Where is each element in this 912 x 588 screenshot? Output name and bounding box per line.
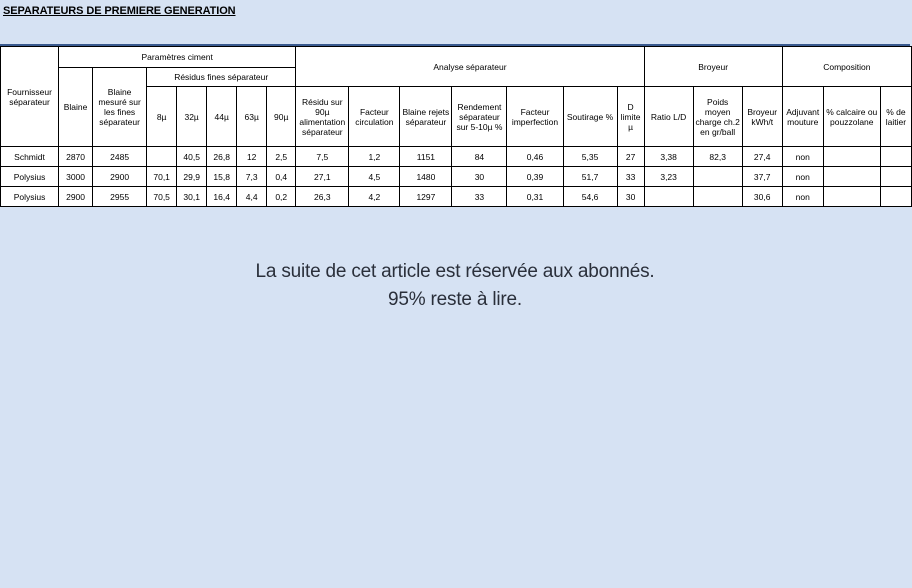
table-cell (823, 167, 880, 187)
table-cell: 2870 (59, 147, 93, 167)
table-cell: 0,31 (507, 187, 563, 207)
table-cell: 2485 (93, 147, 147, 167)
col-d-limite: D limite µ (617, 87, 644, 147)
table-viewport (0, 46, 910, 202)
table-cell: 5,35 (563, 147, 617, 167)
table-cell: 27,4 (742, 147, 782, 167)
table-cell (823, 187, 880, 207)
table-cell: 4,4 (237, 187, 267, 207)
table-cell: 70,5 (147, 187, 177, 207)
table-cell: 15,8 (207, 167, 237, 187)
table-cell: 82,3 (693, 147, 742, 167)
table-cell: 2900 (93, 167, 147, 187)
col-residu-90: 90µ (267, 87, 296, 147)
table-cell (880, 167, 911, 187)
col-facteur-imperfection: Facteur imperfection (507, 87, 563, 147)
col-soutirage: Soutirage % (563, 87, 617, 147)
table-cell (880, 147, 911, 167)
table-cell: 4,2 (349, 187, 400, 207)
table-cell: 54,6 (563, 187, 617, 207)
table-cell: Polysius (1, 187, 59, 207)
col-calcaire: % calcaire ou pouzzolane (823, 87, 880, 147)
table-cell: 2900 (59, 187, 93, 207)
table-cell: non (782, 187, 823, 207)
table-cell: 2,5 (267, 147, 296, 167)
table-cell: 27 (617, 147, 644, 167)
table-cell: 1297 (400, 187, 452, 207)
table-cell (693, 187, 742, 207)
col-blaine-fines: Blaine mesuré sur les fines séparateur (93, 68, 147, 147)
header-broyeur: Broyeur (644, 47, 782, 87)
header-composition: Composition (782, 47, 911, 87)
table-cell: 26,8 (207, 147, 237, 167)
table-row (1, 187, 912, 207)
header-parametres-ciment: Paramètres ciment (59, 47, 296, 68)
col-ratio-ld: Ratio L/D (644, 87, 693, 147)
col-facteur-circulation: Facteur circulation (349, 87, 400, 147)
table-row (1, 167, 912, 187)
paywall-message (0, 258, 910, 314)
table-row (1, 147, 912, 167)
col-adjuvant: Adjuvant mouture (782, 87, 823, 147)
col-residu-8: 8µ (147, 87, 177, 147)
paywall-line-2: 95% reste à lire. (388, 289, 522, 310)
table-cell: non (782, 147, 823, 167)
table-cell: Schmidt (1, 147, 59, 167)
table-cell: 40,5 (177, 147, 207, 167)
table-cell: 37,7 (742, 167, 782, 187)
col-residu-44: 44µ (207, 87, 237, 147)
table-cell: 0,46 (507, 147, 563, 167)
table-cell: 26,3 (296, 187, 349, 207)
header-analyse-separateur: Analyse séparateur (296, 47, 644, 87)
table-cell: 3000 (59, 167, 93, 187)
table-cell: 1,2 (349, 147, 400, 167)
table-cell: 84 (452, 147, 507, 167)
table-cell: 0,4 (267, 167, 296, 187)
separator-table (0, 46, 912, 207)
col-rendement: Rendement séparateur sur 5-10µ % (452, 87, 507, 147)
table-cell: 16,4 (207, 187, 237, 207)
table-cell (644, 187, 693, 207)
table-cell (693, 167, 742, 187)
table-cell: 30,6 (742, 187, 782, 207)
table-cell (823, 147, 880, 167)
col-poids-charge: Poids moyen charge ch.2 en gr/ball (693, 87, 742, 147)
table-cell: Polysius (1, 167, 59, 187)
col-laitier: % de laitier (880, 87, 911, 147)
col-blaine-rejets: Blaine rejets séparateur (400, 87, 452, 147)
table-cell: 1151 (400, 147, 452, 167)
table-cell: 0,2 (267, 187, 296, 207)
table-cell: 30 (617, 187, 644, 207)
header-fournisseur: Fournisseur séparateur (1, 47, 59, 147)
table-cell: 70,1 (147, 167, 177, 187)
table-cell: 29,9 (177, 167, 207, 187)
table-cell: 30 (452, 167, 507, 187)
table-cell: 33 (617, 167, 644, 187)
col-residu-alimentation: Résidu sur 90µ alimentation séparateur (296, 87, 349, 147)
table-cell: 1480 (400, 167, 452, 187)
table-cell: non (782, 167, 823, 187)
col-broyeur-kwh: Broyeur kWh/t (742, 87, 782, 147)
table-cell: 7,5 (296, 147, 349, 167)
table-cell: 12 (237, 147, 267, 167)
table-cell: 3,23 (644, 167, 693, 187)
table-cell: 3,38 (644, 147, 693, 167)
table-cell (880, 187, 911, 207)
table-cell: 33 (452, 187, 507, 207)
table-cell: 51,7 (563, 167, 617, 187)
header-residus-fines: Résidus fines séparateur (147, 68, 296, 87)
col-residu-63: 63µ (237, 87, 267, 147)
document-title: SEPARATEURS DE PREMIERE GENERATION (3, 5, 236, 17)
table-cell: 30,1 (177, 187, 207, 207)
table-body (1, 147, 912, 207)
col-blaine: Blaine (59, 68, 93, 147)
table-cell (147, 147, 177, 167)
table-cell: 0,39 (507, 167, 563, 187)
table-cell: 4,5 (349, 167, 400, 187)
col-residu-32: 32µ (177, 87, 207, 147)
table-cell: 27,1 (296, 167, 349, 187)
table-cell: 7,3 (237, 167, 267, 187)
paywall-line-1: La suite de cet article est réservée aux abonnés. (255, 261, 655, 282)
table-cell: 2955 (93, 187, 147, 207)
